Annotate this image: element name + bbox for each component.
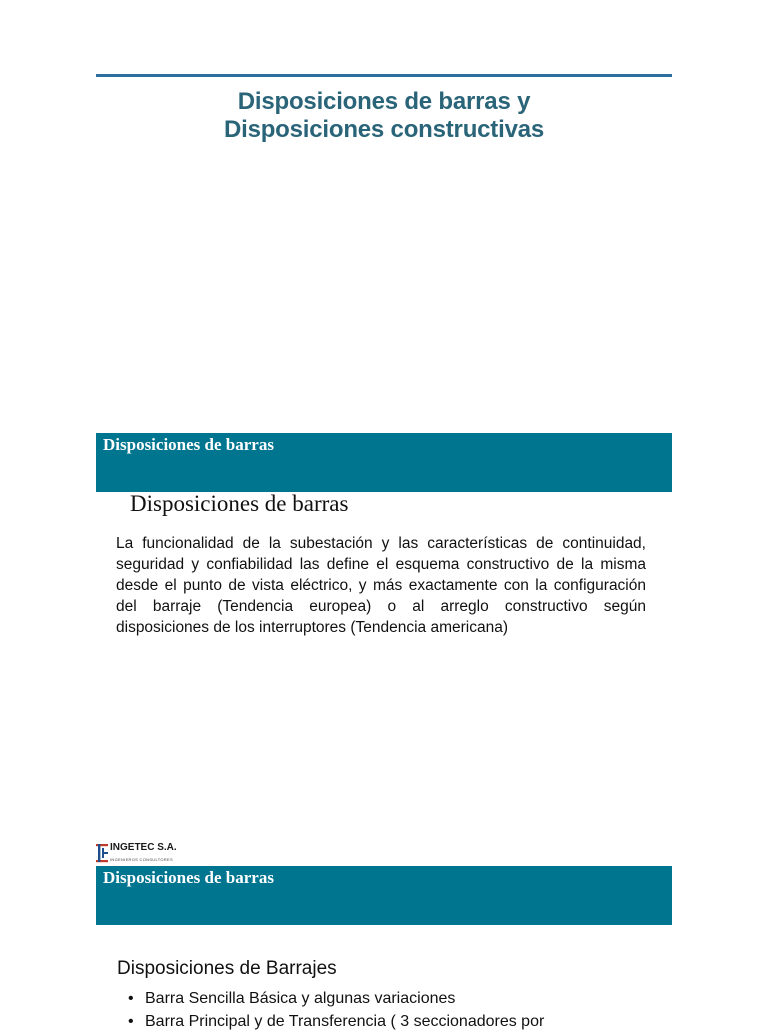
slide-banner xyxy=(96,866,672,925)
logo-name: INGETEC S.A. xyxy=(110,842,177,853)
bullet-icon: • xyxy=(128,1013,134,1030)
section-heading: Disposiciones de Barrajes xyxy=(117,958,337,979)
section-heading: Disposiciones de barras xyxy=(130,491,349,516)
logo-tagline: INGENIEROS CONSULTORES xyxy=(110,857,173,862)
title-rule xyxy=(96,74,672,77)
list-item-text: Barra Principal y de Transferencia ( 3 seccionadores por xyxy=(145,1013,545,1030)
slide-title-line-1: Disposiciones de barras y xyxy=(237,88,531,115)
bullet-list xyxy=(128,987,544,1033)
banner-title: Disposiciones de barras xyxy=(103,435,274,454)
slide-banner xyxy=(96,433,672,492)
body-paragraph: La funcionalidad de la subestación y las características de continuidad, seguridad y confiabilidad las define el esquema constructivo de la misma desde el punto de vista eléctrico, y más exactamente con la configuración del barraje (Tendencia europea) o al arreglo constructivo según disposiciones de los interruptores (Tendencia americana) xyxy=(116,535,646,636)
slide-title xyxy=(96,88,672,144)
ingetec-logo-icon xyxy=(95,842,109,864)
bullet-icon: • xyxy=(128,990,134,1007)
slide-title-line-2: Disposiciones constructivas xyxy=(223,116,545,143)
list-item xyxy=(128,987,544,1010)
ingetec-logo xyxy=(95,842,195,866)
list-item-text: Barra Sencilla Básica y algunas variaciones xyxy=(145,990,456,1007)
list-item xyxy=(128,1010,544,1033)
banner-title: Disposiciones de barras xyxy=(103,868,274,887)
